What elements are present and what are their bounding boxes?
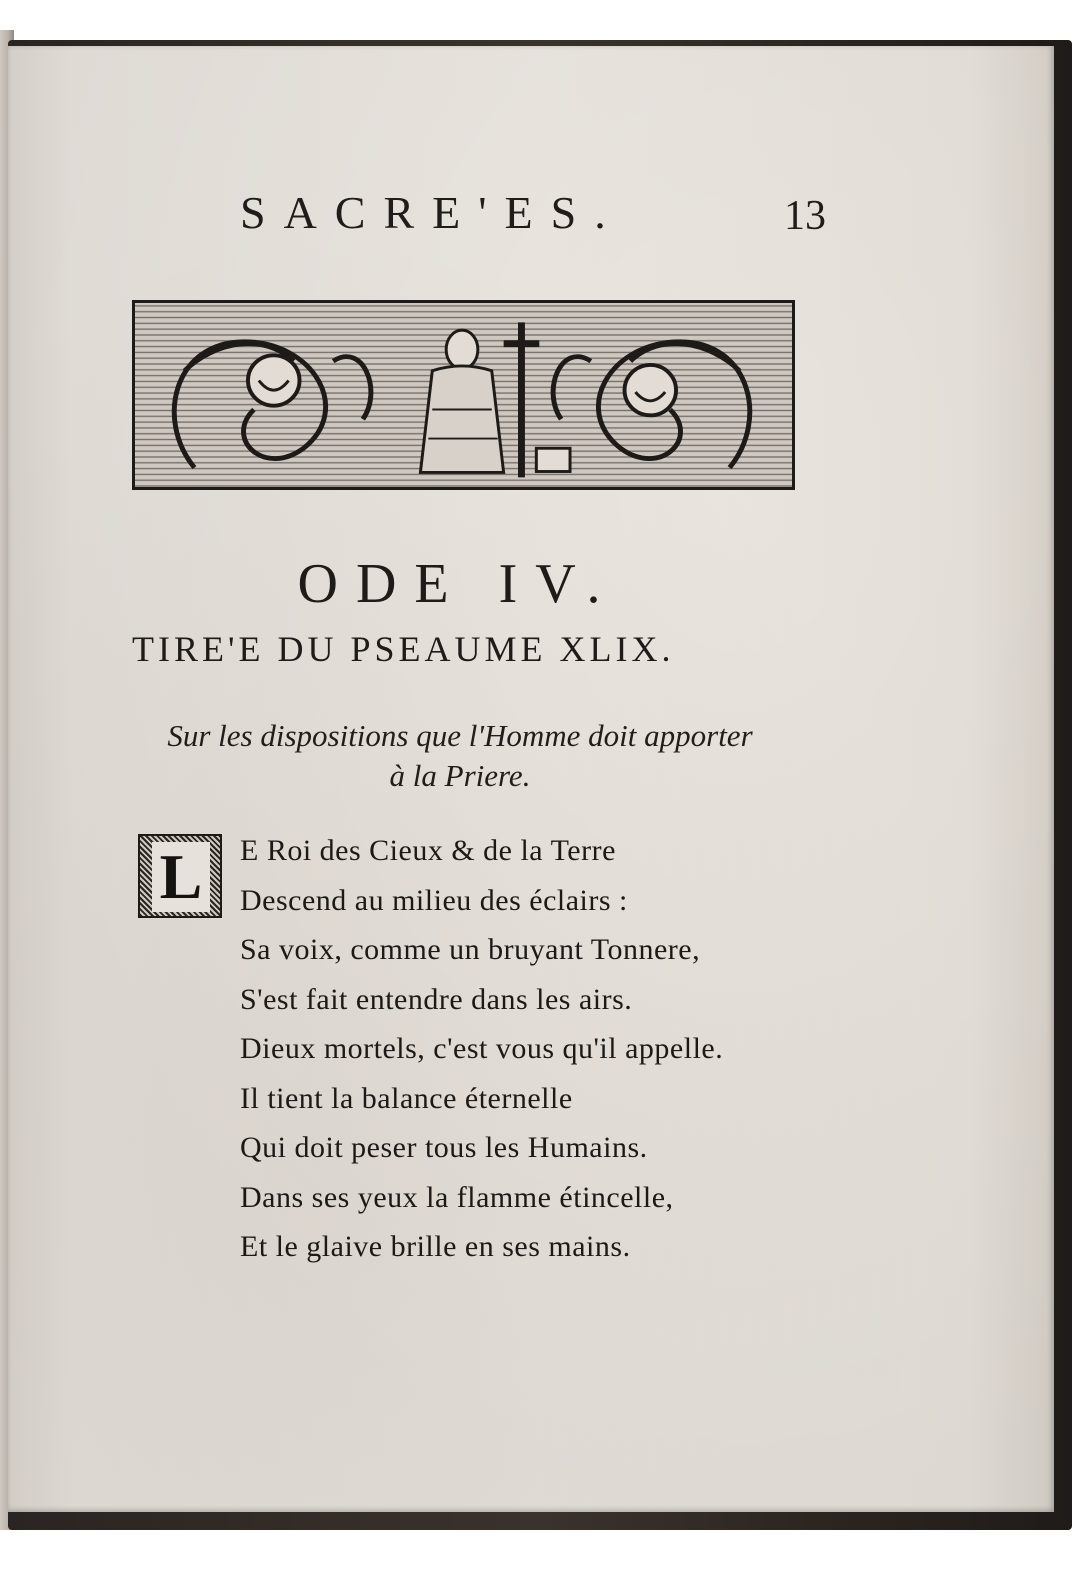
verse-line: Qui doit peser tous les Humains. bbox=[240, 1131, 648, 1164]
verse-stanza bbox=[240, 826, 723, 1272]
book-page bbox=[8, 46, 1054, 1512]
ode-argument bbox=[120, 716, 800, 796]
ode-title: ODE IV. bbox=[297, 553, 619, 615]
woodcut-ornament-icon bbox=[132, 300, 795, 490]
verse-line: S'est fait entendre dans les airs. bbox=[240, 982, 633, 1016]
argument-line: Sur les dispositions que l'Homme doit apporter bbox=[167, 718, 753, 753]
running-head-title: SACRE'ES. bbox=[240, 187, 624, 238]
verse-line: E Roi des Cieux & de la Terre bbox=[240, 834, 616, 867]
argument-line: à la Priere. bbox=[389, 758, 531, 793]
ode-subtitle: TIRE'E DU PSEAUME XLIX. bbox=[132, 629, 675, 669]
verse-line: Il tient la balance éternelle bbox=[240, 1081, 573, 1115]
verse-line: Dieux mortels, c'est vous qu'il appelle. bbox=[240, 1032, 724, 1065]
page-number: 13 bbox=[784, 193, 826, 239]
drop-cap-ornament bbox=[138, 834, 222, 918]
verse-line: Et le glaive brille en ses mains. bbox=[240, 1230, 631, 1263]
verse-line: Sa voix, comme un bruyant Tonnere, bbox=[240, 933, 701, 966]
drop-cap-letter: L bbox=[152, 842, 210, 912]
verse-line: Dans ses yeux la flamme étincelle, bbox=[240, 1180, 674, 1214]
verse-line: Descend au milieu des éclairs : bbox=[240, 883, 628, 917]
